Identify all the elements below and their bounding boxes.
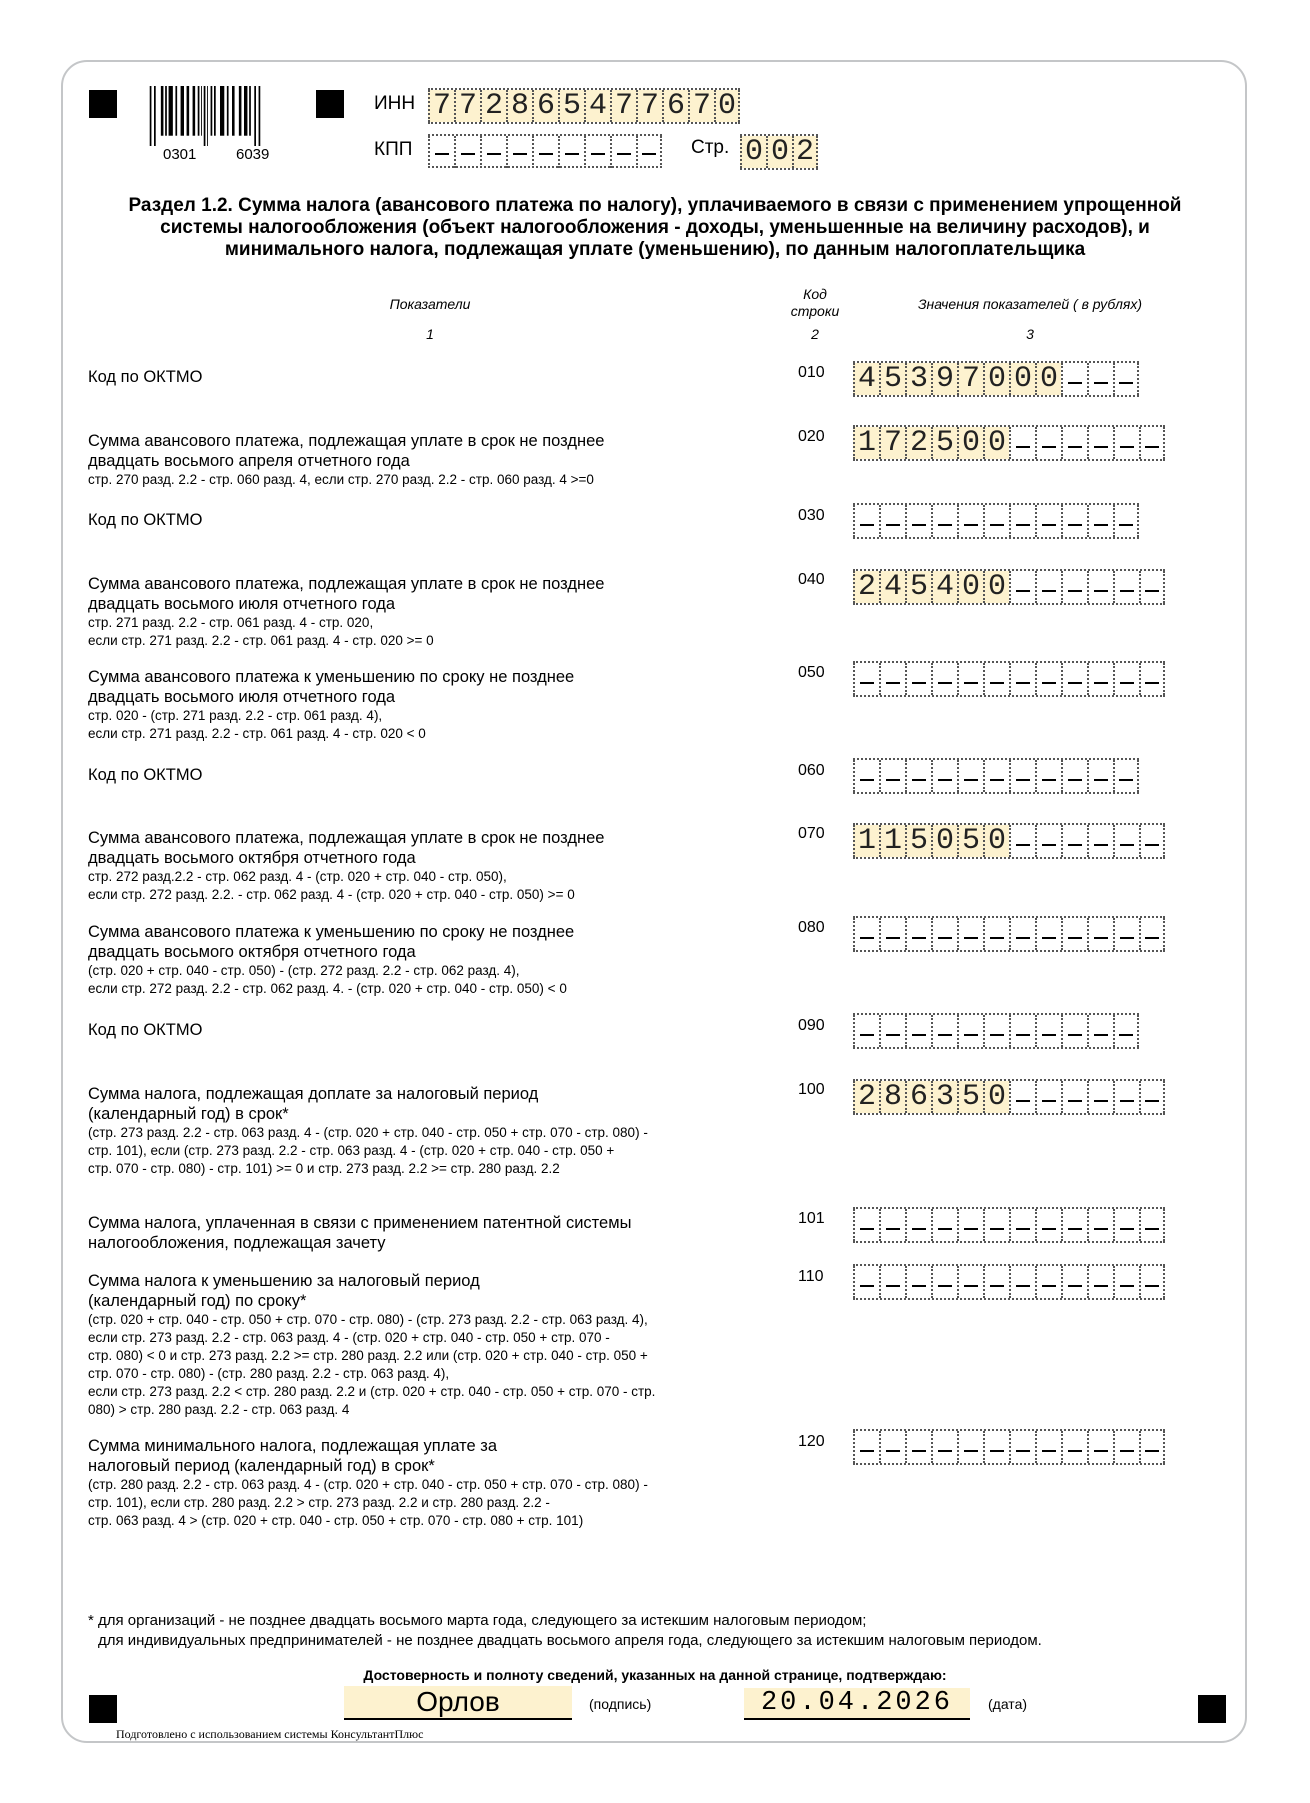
row-description-line: Сумма авансового платежа, подлежащая уплате в срок не позднее <box>88 575 605 593</box>
row-description-line: двадцать восьмого октября отчетного года <box>88 849 416 867</box>
digit-cell <box>1035 663 1061 695</box>
alignment-marker-top-right <box>316 90 344 118</box>
digit-cell <box>1061 760 1087 792</box>
digit-cell <box>879 505 905 537</box>
row-value-field-040[interactable] <box>853 569 1165 605</box>
alignment-marker-top-left <box>89 90 117 118</box>
digit-cell <box>1009 825 1035 857</box>
section-title-line: системы налогообложения (объект налогообложения - доходы, уменьшенные на величину расходов), и <box>160 217 1150 238</box>
digit-cell <box>983 760 1009 792</box>
row-code: 030 <box>798 507 825 524</box>
row-description-line: Сумма налога, подлежащая доплате за налоговый период <box>88 1085 539 1103</box>
digit-cell <box>931 1015 957 1047</box>
row-code: 101 <box>798 1210 825 1227</box>
row-description-line: Сумма авансового платежа к уменьшению по сроку не позднее <box>88 668 575 686</box>
digit-cell <box>983 663 1009 695</box>
digit-cell <box>610 136 636 168</box>
digit-cell <box>879 918 905 950</box>
digit-cell <box>1113 427 1139 459</box>
digit-cell <box>853 760 879 792</box>
row-description <box>88 1436 788 1530</box>
row-code: 010 <box>798 364 825 381</box>
row-code: 100 <box>798 1081 825 1098</box>
row-description <box>88 765 788 785</box>
row-description <box>88 574 788 650</box>
row-formula-line: если стр. 273 разд. 2.2 < стр. 280 разд. 2.2 и (стр. 020 + стр. 040 - стр. 050 + стр. 070 - стр. <box>88 1384 656 1399</box>
row-formula-line: 080) > стр. 280 разд. 2.2 - стр. 063 разд. 4 <box>88 1402 350 1417</box>
digit-cell <box>1061 1081 1087 1113</box>
digit-cell <box>1113 571 1139 603</box>
page-number-field[interactable] <box>740 134 818 170</box>
row-description-line: Сумма налога, уплаченная в связи с применением патентной системы <box>88 1214 632 1232</box>
digit-cell <box>1009 918 1035 950</box>
digit-cell <box>428 136 454 168</box>
section-title-line: минимального налога, подлежащая уплате (уменьшению), по данным налогоплательщика <box>224 239 1086 260</box>
barcode-icon <box>139 86 289 146</box>
digit-cell: 4 <box>879 571 905 603</box>
row-description-line: Код по ОКТМО <box>88 1021 203 1039</box>
digit-cell <box>1061 363 1087 395</box>
page-label: Стр. <box>691 137 730 158</box>
digit-cell <box>1035 760 1061 792</box>
digit-cell <box>931 1209 957 1241</box>
row-description <box>88 1271 788 1419</box>
digit-cell <box>1061 825 1087 857</box>
digit-cell <box>558 136 584 168</box>
digit-cell <box>1061 571 1087 603</box>
digit-cell <box>1113 1209 1139 1241</box>
digit-cell: 7 <box>957 363 983 395</box>
digit-cell <box>1087 1015 1113 1047</box>
digit-cell <box>931 663 957 695</box>
row-value-field-101[interactable] <box>853 1207 1165 1243</box>
digit-cell: 6 <box>662 90 688 122</box>
digit-cell: 8 <box>879 1081 905 1113</box>
digit-cell <box>853 1209 879 1241</box>
digit-cell: 0 <box>766 136 792 168</box>
row-formula-line: стр. 101), если (стр. 273 разд. 2.2 - стр. 063 разд. 4 - (стр. 020 + стр. 040 - стр. 050 + <box>88 1143 615 1158</box>
row-description <box>88 828 788 904</box>
digit-cell: 0 <box>740 136 766 168</box>
digit-cell <box>983 1431 1009 1463</box>
digit-cell: 6 <box>532 90 558 122</box>
digit-cell <box>853 1015 879 1047</box>
row-code: 050 <box>798 664 825 681</box>
digit-cell <box>1113 1081 1139 1113</box>
row-description-line: Сумма авансового платежа к уменьшению по сроку не позднее <box>88 923 575 941</box>
alignment-marker-bottom-left <box>89 1695 117 1723</box>
row-formula-line: если стр. 272 разд. 2.2 - стр. 062 разд. 4. - (стр. 020 + стр. 040 - стр. 050) < 0 <box>88 981 567 996</box>
row-value-field-070[interactable] <box>853 823 1165 859</box>
digit-cell <box>905 663 931 695</box>
digit-cell: 5 <box>931 427 957 459</box>
row-description <box>88 367 788 387</box>
row-formula-line: стр. 270 разд. 2.2 - стр. 060 разд. 4, если стр. 270 разд. 2.2 - стр. 060 разд. 4 >=0 <box>88 472 594 487</box>
row-formula-line: если стр. 271 разд. 2.2 - стр. 061 разд. 4 - стр. 020 >= 0 <box>88 633 434 648</box>
column-number-2: 2 <box>811 326 819 342</box>
inn-field[interactable] <box>428 88 740 124</box>
digit-cell <box>983 918 1009 950</box>
digit-cell <box>1139 663 1165 695</box>
digit-cell <box>1139 1081 1165 1113</box>
digit-cell <box>1035 918 1061 950</box>
row-value-field-110[interactable] <box>853 1264 1165 1300</box>
digit-cell: 7 <box>879 427 905 459</box>
digit-cell: 6 <box>905 1081 931 1113</box>
digit-cell <box>1087 505 1113 537</box>
digit-cell <box>931 1431 957 1463</box>
column-number-1: 1 <box>426 326 434 342</box>
digit-cell <box>1035 505 1061 537</box>
footnote <box>88 1611 1042 1651</box>
row-description <box>88 1020 788 1040</box>
digit-cell <box>1113 918 1139 950</box>
column-header-line-code-1: Код <box>803 286 827 302</box>
digit-cell <box>879 760 905 792</box>
digit-cell <box>1139 918 1165 950</box>
digit-cell: 5 <box>957 825 983 857</box>
row-description-line: Сумма авансового платежа, подлежащая уплате в срок не позднее <box>88 432 605 450</box>
digit-cell: 2 <box>905 427 931 459</box>
digit-cell <box>931 918 957 950</box>
column-header-values: Значения показателей ( в рублях) <box>917 296 1143 312</box>
digit-cell <box>983 1015 1009 1047</box>
digit-cell <box>1035 1081 1061 1113</box>
digit-cell <box>879 1431 905 1463</box>
digit-cell <box>1087 825 1113 857</box>
digit-cell <box>1113 1431 1139 1463</box>
column-number-3: 3 <box>1026 326 1034 342</box>
row-code: 070 <box>798 825 825 842</box>
row-value-field-100[interactable] <box>853 1079 1165 1115</box>
digit-cell <box>1139 427 1165 459</box>
digit-cell <box>1139 1266 1165 1298</box>
digit-cell <box>853 918 879 950</box>
digit-cell <box>1009 1081 1035 1113</box>
row-code: 020 <box>798 428 825 445</box>
signature-field[interactable]: Орлов <box>344 1686 572 1720</box>
digit-cell <box>1113 1015 1139 1047</box>
row-description-line: двадцать восьмого июля отчетного года <box>88 688 396 706</box>
digit-cell: 0 <box>931 825 957 857</box>
digit-cell: 7 <box>454 90 480 122</box>
digit-cell <box>1061 918 1087 950</box>
digit-cell <box>1035 1431 1061 1463</box>
digit-cell: 3 <box>905 363 931 395</box>
row-code: 110 <box>798 1268 824 1285</box>
row-description-line: двадцать восьмого июля отчетного года <box>88 595 396 613</box>
digit-cell <box>454 136 480 168</box>
digit-cell <box>480 136 506 168</box>
digit-cell: 7 <box>688 90 714 122</box>
digit-cell <box>1113 663 1139 695</box>
digit-cell: 4 <box>931 571 957 603</box>
digit-cell <box>1087 571 1113 603</box>
digit-cell: 7 <box>610 90 636 122</box>
digit-cell <box>879 1015 905 1047</box>
digit-cell <box>957 918 983 950</box>
row-formula-line: стр. 070 - стр. 080) - стр. 101) >= 0 и стр. 273 разд. 2.2 >= стр. 280 разд. 2.2 <box>88 1161 560 1176</box>
row-code: 060 <box>798 762 825 779</box>
section-title-line: Раздел 1.2. Сумма налога (авансового платежа по налогу), уплачиваемого в связи с применением упрощенной <box>128 195 1182 216</box>
column-header-indicators: Показатели <box>389 296 471 312</box>
digit-cell: 9 <box>931 363 957 395</box>
digit-cell <box>1035 1266 1061 1298</box>
digit-cell <box>636 136 662 168</box>
digit-cell <box>879 1209 905 1241</box>
digit-cell <box>1139 1431 1165 1463</box>
row-description <box>88 922 788 998</box>
row-value-field-050[interactable] <box>853 661 1165 697</box>
digit-cell: 0 <box>983 825 1009 857</box>
digit-cell: 1 <box>853 825 879 857</box>
row-code: 120 <box>798 1433 825 1450</box>
row-formula-line: (стр. 020 + стр. 040 - стр. 050 + стр. 070 - стр. 080) - (стр. 273 разд. 2.2 - стр. 063 разд. 4), <box>88 1312 648 1327</box>
digit-cell: 4 <box>584 90 610 122</box>
digit-cell <box>931 760 957 792</box>
digit-cell <box>1087 427 1113 459</box>
row-code: 090 <box>798 1017 825 1034</box>
digit-cell <box>1009 1015 1035 1047</box>
kpp-label: КПП <box>374 139 413 160</box>
row-value-field-060[interactable] <box>853 758 1139 794</box>
digit-cell <box>853 505 879 537</box>
digit-cell: 2 <box>853 1081 879 1113</box>
digit-cell <box>1035 427 1061 459</box>
digit-cell <box>1009 571 1035 603</box>
digit-cell <box>905 1209 931 1241</box>
digit-cell <box>957 505 983 537</box>
signature-hint: (подпись) <box>589 1696 652 1712</box>
digit-cell <box>1035 825 1061 857</box>
row-description-line: (календарный год) в срок* <box>88 1105 289 1123</box>
section-title <box>80 195 1230 261</box>
row-description-line: Сумма минимального налога, подлежащая уплате за <box>88 1437 498 1455</box>
digit-cell <box>1009 505 1035 537</box>
digit-cell <box>957 1266 983 1298</box>
digit-cell <box>1035 571 1061 603</box>
row-value-field-090[interactable] <box>853 1013 1139 1049</box>
date-hint: (дата) <box>988 1696 1028 1712</box>
footnote-line-1: * для организаций - не позднее двадцать восьмого марта года, следующего за истекшим налоговым периодом; <box>88 1612 867 1629</box>
digit-cell <box>1087 1431 1113 1463</box>
row-formula-line: стр. 272 разд.2.2 - стр. 062 разд. 4 - (стр. 020 + стр. 040 - стр. 050), <box>88 869 507 884</box>
row-formula-line: стр. 271 разд. 2.2 - стр. 061 разд. 4 - стр. 020, <box>88 615 374 630</box>
digit-cell <box>1035 1209 1061 1241</box>
alignment-marker-bottom-right <box>1198 1695 1226 1723</box>
digit-cell <box>957 1431 983 1463</box>
digit-cell <box>931 505 957 537</box>
digit-cell: 0 <box>1009 363 1035 395</box>
digit-cell <box>1087 663 1113 695</box>
digit-cell: 0 <box>983 1081 1009 1113</box>
digit-cell <box>1009 427 1035 459</box>
digit-cell <box>905 505 931 537</box>
row-description-line: двадцать восьмого апреля отчетного года <box>88 452 410 470</box>
digit-cell <box>905 1015 931 1047</box>
digit-cell: 7 <box>428 90 454 122</box>
row-formula-line: стр. 063 разд. 4 > (стр. 020 + стр. 040 - стр. 050 + стр. 070 - стр. 080 + стр. 101) <box>88 1513 584 1528</box>
digit-cell <box>1139 571 1165 603</box>
confirmation-text: Достоверность и полноту сведений, указанных на данной странице, подтверждаю: <box>363 1667 947 1683</box>
digit-cell <box>1009 663 1035 695</box>
row-description-line: (календарный год) по сроку* <box>88 1292 307 1310</box>
digit-cell: 5 <box>558 90 584 122</box>
row-description <box>88 510 788 530</box>
digit-cell <box>1009 1266 1035 1298</box>
inn-label: ИНН <box>374 93 416 114</box>
digit-cell: 0 <box>983 363 1009 395</box>
digit-cell <box>1087 363 1113 395</box>
row-code: 080 <box>798 919 825 936</box>
digit-cell <box>1035 1015 1061 1047</box>
digit-cell <box>905 760 931 792</box>
row-description-line: двадцать восьмого октября отчетного года <box>88 943 416 961</box>
row-description-line: Сумма налога к уменьшению за налоговый период <box>88 1272 480 1290</box>
digit-cell <box>957 1209 983 1241</box>
digit-cell <box>853 1431 879 1463</box>
row-formula-line: стр. 080) < 0 и стр. 273 разд. 2.2 >= стр. 280 разд. 2.2 или (стр. 020 + стр. 040 - стр. 050 + <box>88 1348 648 1363</box>
row-formula-line: если стр. 271 разд. 2.2 - стр. 061 разд. 4 - стр. 020 < 0 <box>88 726 426 741</box>
column-header-line-code-2: строки <box>790 303 840 319</box>
digit-cell: 5 <box>905 571 931 603</box>
row-description-line: налоговый период (календарный год) в срок* <box>88 1457 435 1475</box>
row-formula-line: (стр. 280 разд. 2.2 - стр. 063 разд. 4 - (стр. 020 + стр. 040 - стр. 050 + стр. 070 - стр. 080) - <box>88 1477 648 1492</box>
row-formula-line: (стр. 273 разд. 2.2 - стр. 063 разд. 4 - (стр. 020 + стр. 040 - стр. 050 + стр. 070 - стр. 080) - <box>88 1125 648 1140</box>
row-description-line: налогообложения, подлежащая зачету <box>88 1234 386 1252</box>
row-description <box>88 431 788 489</box>
digit-cell: 5 <box>905 825 931 857</box>
digit-cell <box>1113 363 1139 395</box>
digit-cell <box>905 1266 931 1298</box>
digit-cell <box>983 505 1009 537</box>
date-field[interactable]: 20.04.2026 <box>744 1688 970 1720</box>
row-formula-line: если стр. 272 разд. 2.2. - стр. 062 разд. 4 - (стр. 020 + стр. 040 - стр. 050) >= 0 <box>88 887 575 902</box>
digit-cell: 7 <box>636 90 662 122</box>
row-formula-line: стр. 070 - стр. 080) - (стр. 280 разд. 2.2 - стр. 063 разд. 4), <box>88 1366 450 1381</box>
digit-cell <box>957 760 983 792</box>
digit-cell <box>905 918 931 950</box>
digit-cell <box>1139 1209 1165 1241</box>
column-header-line-code <box>770 286 860 320</box>
row-description-line: Код по ОКТМО <box>88 511 203 529</box>
digit-cell <box>1061 505 1087 537</box>
digit-cell: 1 <box>879 825 905 857</box>
digit-cell <box>1087 1081 1113 1113</box>
digit-cell <box>1087 1266 1113 1298</box>
digit-cell <box>1113 760 1139 792</box>
digit-cell <box>506 136 532 168</box>
digit-cell: 2 <box>480 90 506 122</box>
kpp-field[interactable] <box>428 134 662 168</box>
row-value-field-080[interactable] <box>853 916 1165 952</box>
digit-cell <box>905 1431 931 1463</box>
footnote-line-2: для индивидуальных предпринимателей - не позднее двадцать восьмого апреля года, следующего за истекшим налоговым периодом. <box>98 1632 1042 1649</box>
digit-cell: 0 <box>957 571 983 603</box>
row-description <box>88 667 788 743</box>
row-description-line: Код по ОКТМО <box>88 368 203 386</box>
row-formula-line: стр. 020 - (стр. 271 разд. 2.2 - стр. 061 разд. 4), <box>88 708 383 723</box>
row-formula-line: если стр. 273 разд. 2.2 - стр. 063 разд. 4 - (стр. 020 + стр. 040 - стр. 050 + стр. 070 - <box>88 1330 610 1345</box>
digit-cell: 3 <box>931 1081 957 1113</box>
digit-cell <box>957 663 983 695</box>
digit-cell: 2 <box>853 571 879 603</box>
digit-cell <box>1061 1209 1087 1241</box>
row-description-line: Код по ОКТМО <box>88 766 203 784</box>
digit-cell <box>957 1015 983 1047</box>
row-value-field-020[interactable] <box>853 425 1165 461</box>
row-description <box>88 1213 788 1253</box>
digit-cell <box>1113 505 1139 537</box>
digit-cell <box>879 663 905 695</box>
digit-cell: 1 <box>853 427 879 459</box>
digit-cell <box>1009 1209 1035 1241</box>
digit-cell <box>1087 918 1113 950</box>
digit-cell <box>1061 663 1087 695</box>
digit-cell: 8 <box>506 90 532 122</box>
digit-cell <box>532 136 558 168</box>
digit-cell <box>853 663 879 695</box>
row-value-field-120[interactable] <box>853 1429 1165 1465</box>
digit-cell <box>1061 1015 1087 1047</box>
digit-cell <box>1009 760 1035 792</box>
digit-cell <box>1009 1431 1035 1463</box>
digit-cell: 0 <box>714 90 740 122</box>
barcode-number-left: 0301 <box>163 146 197 163</box>
digit-cell <box>853 1266 879 1298</box>
row-description-line: Сумма авансового платежа, подлежащая уплате в срок не позднее <box>88 829 605 847</box>
digit-cell: 2 <box>792 136 818 168</box>
digit-cell <box>1061 1431 1087 1463</box>
digit-cell: 4 <box>853 363 879 395</box>
digit-cell <box>1113 1266 1139 1298</box>
row-code: 040 <box>798 571 825 588</box>
digit-cell: 0 <box>983 571 1009 603</box>
digit-cell: 0 <box>983 427 1009 459</box>
digit-cell <box>1139 825 1165 857</box>
digit-cell <box>983 1209 1009 1241</box>
digit-cell <box>1087 760 1113 792</box>
barcode-number-right: 6039 <box>236 146 270 163</box>
row-formula-line: стр. 101), если стр. 280 разд. 2.2 > стр. 273 разд. 2.2 и стр. 280 разд. 2.2 - <box>88 1495 550 1510</box>
digit-cell <box>1113 825 1139 857</box>
digit-cell: 5 <box>957 1081 983 1113</box>
digit-cell <box>1087 1209 1113 1241</box>
row-value-field-030[interactable] <box>853 503 1139 539</box>
digit-cell: 0 <box>1035 363 1061 395</box>
digit-cell <box>1061 427 1087 459</box>
digit-cell <box>983 1266 1009 1298</box>
digit-cell: 5 <box>879 363 905 395</box>
digit-cell <box>1061 1266 1087 1298</box>
digit-cell <box>931 1266 957 1298</box>
prepared-by-note: Подготовлено с использованием системы КонсультантПлюс <box>116 1727 424 1741</box>
row-value-field-010[interactable] <box>853 361 1139 397</box>
row-description <box>88 1084 788 1178</box>
row-formula-line: (стр. 020 + стр. 040 - стр. 050) - (стр. 272 разд. 2.2 - стр. 062 разд. 4), <box>88 963 520 978</box>
digit-cell: 0 <box>957 427 983 459</box>
digit-cell <box>584 136 610 168</box>
digit-cell <box>879 1266 905 1298</box>
